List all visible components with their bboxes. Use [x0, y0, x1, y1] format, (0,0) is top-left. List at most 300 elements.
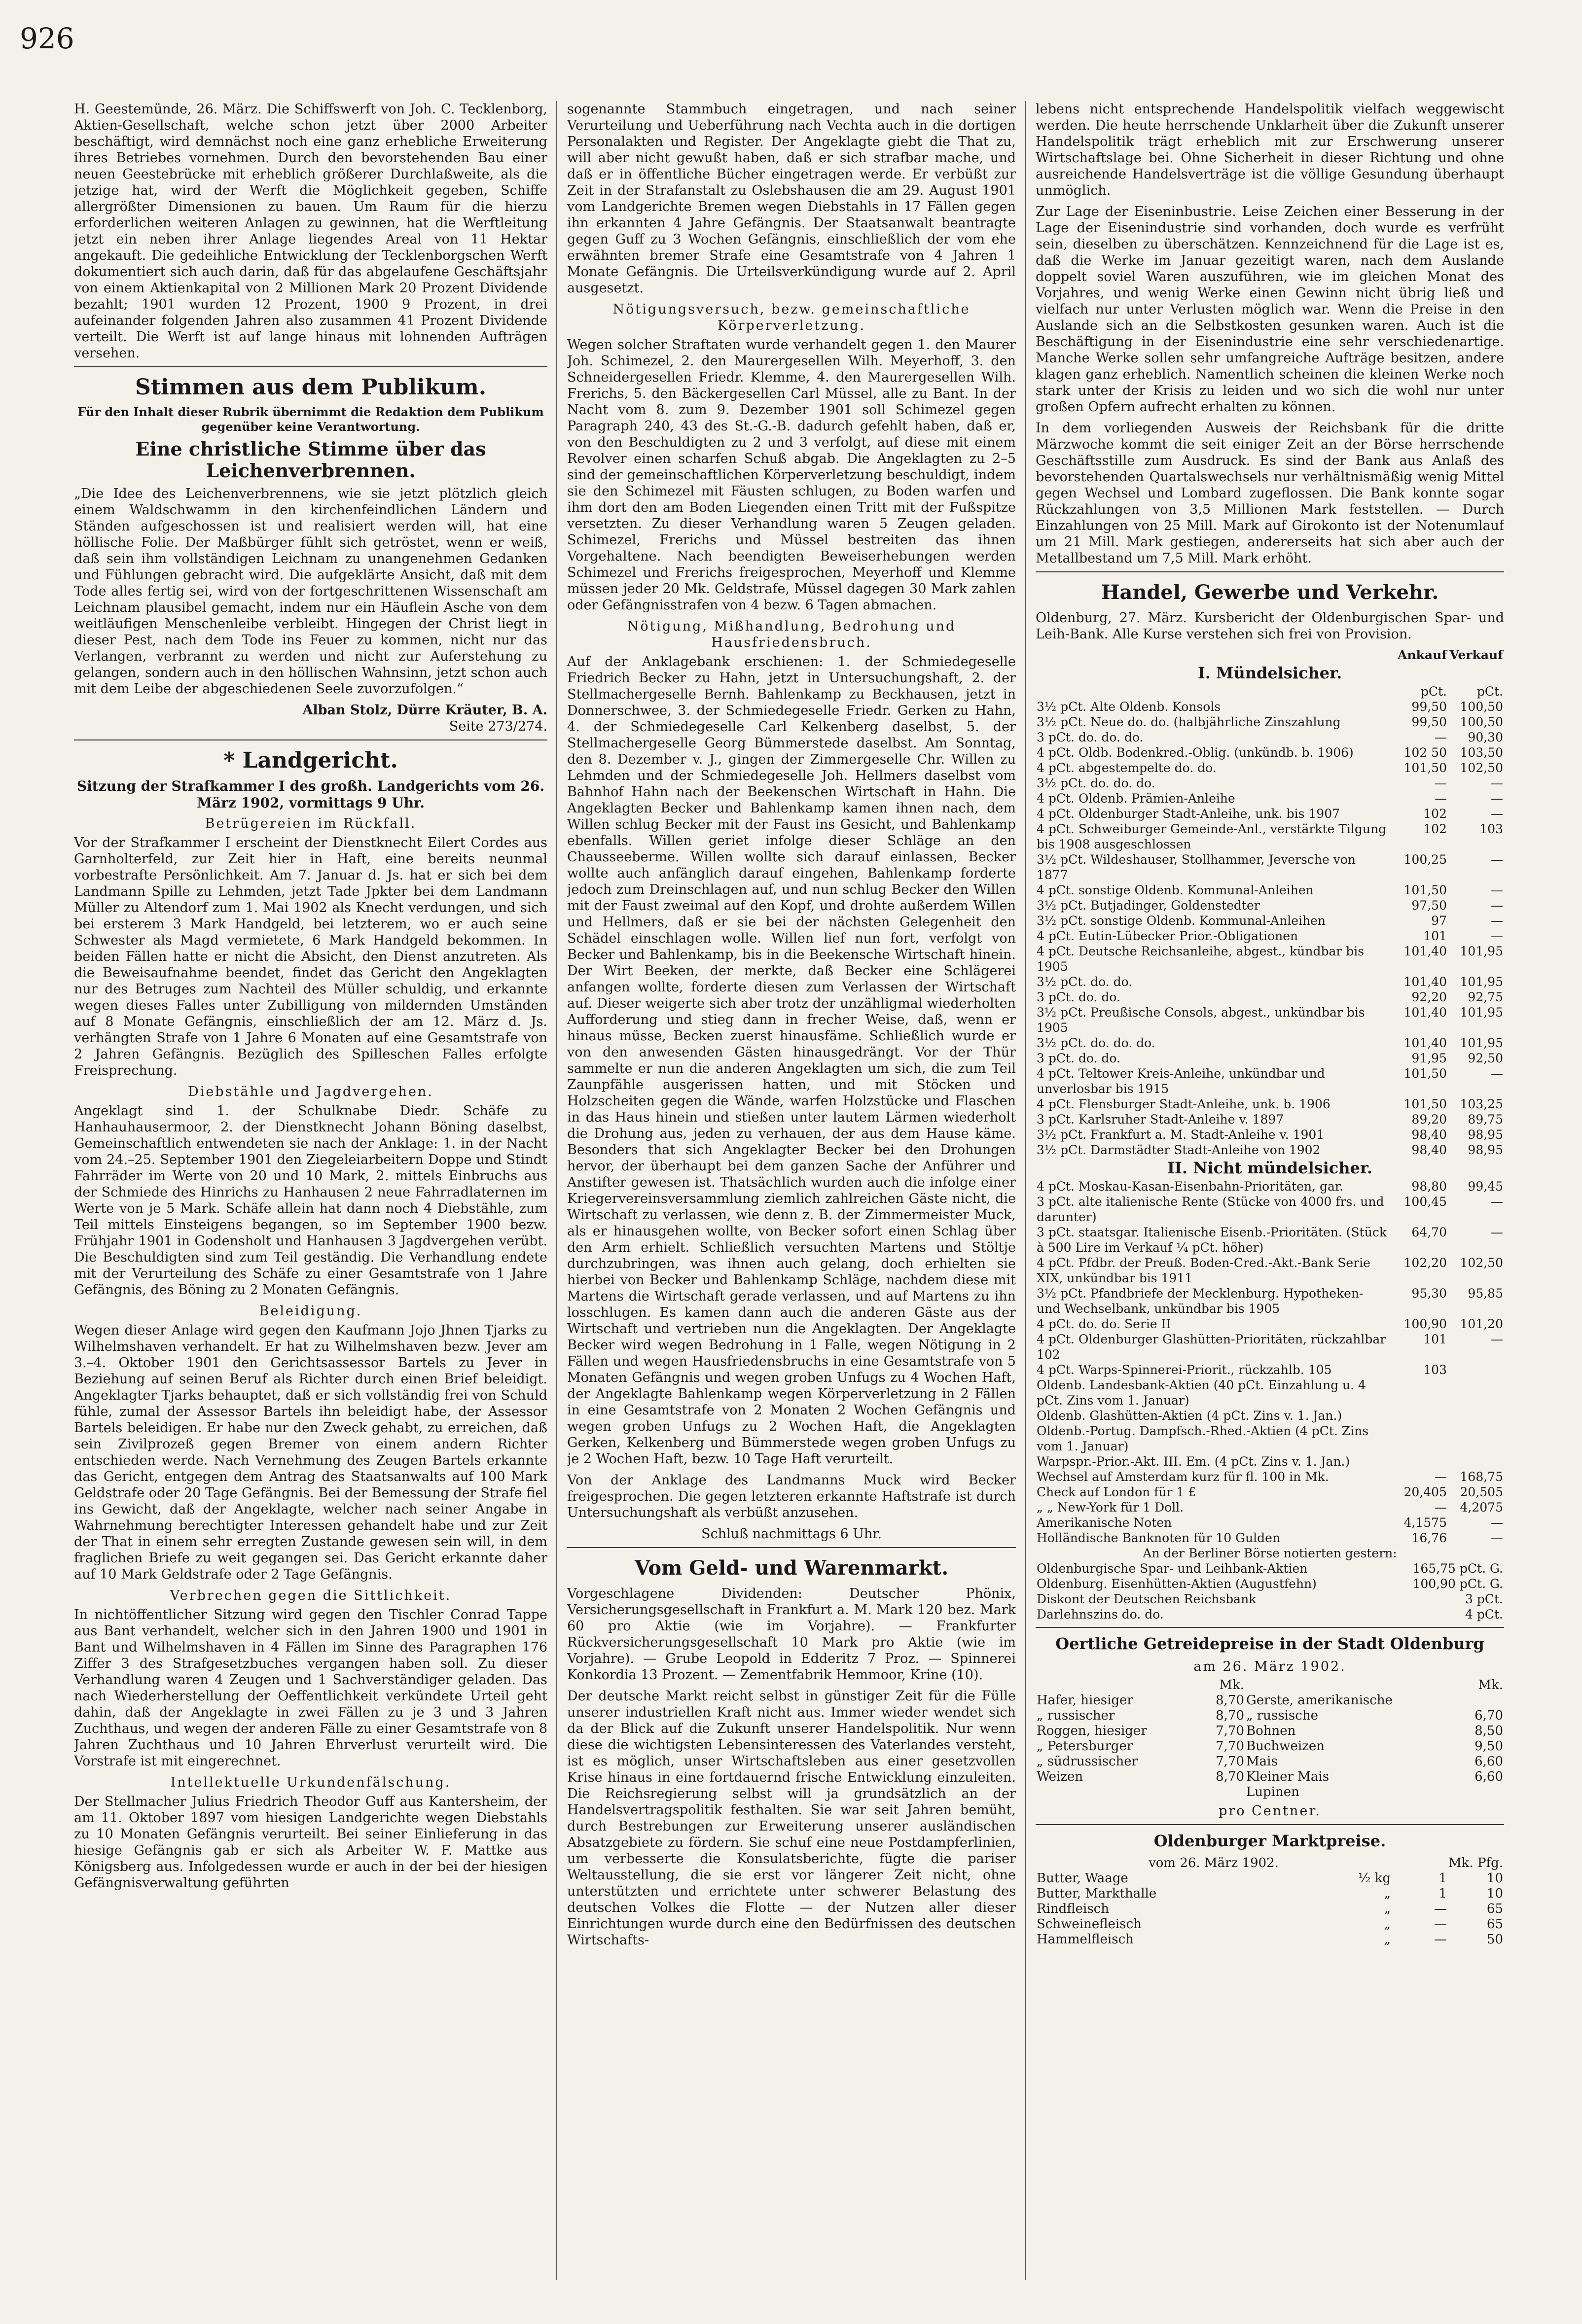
- table-row: [1036, 1005, 1504, 1035]
- rate-ankauf: 101,50: [1403, 1066, 1447, 1081]
- rates-section-heading: I. Mündelsicher.: [1197, 664, 1342, 682]
- rate-verkauf: 103: [1479, 822, 1503, 836]
- rate-ankauf: 91,95: [1411, 1051, 1447, 1065]
- grain-blank: [1036, 1678, 1189, 1693]
- grain-name: Mais: [1246, 1754, 1278, 1769]
- rate-ankauf: [1392, 1408, 1448, 1423]
- separator: [567, 1547, 1016, 1548]
- rate-name: Warpspr.-Prior.-Akt. III. Em. (4 pCt. Zins v. 1. Jan.): [1037, 1454, 1350, 1469]
- table-row: [1036, 989, 1504, 1005]
- header-ankauf: Ankauf: [1397, 648, 1447, 662]
- table-row: [1036, 1255, 1504, 1286]
- rate-name: 3 pCt. do. do.: [1037, 1051, 1120, 1065]
- market-mark: —: [1434, 1932, 1447, 1947]
- table-row: [1036, 1693, 1504, 1708]
- grain-prices-title: Oertliche Getreidepreise in der Stadt Oldenburg: [1055, 1634, 1484, 1653]
- rate-verkauf: 98,95: [1468, 1143, 1503, 1157]
- rate-verkauf: —: [1491, 1332, 1503, 1346]
- section-title-handel: Handel, Gewerbe und Verkehr.: [1101, 581, 1439, 604]
- rate-ankauf: 98,40: [1411, 1143, 1447, 1157]
- grain-price: 7,70: [1216, 1754, 1245, 1769]
- grain-name: Buchweizen: [1246, 1739, 1325, 1754]
- grain-name: „ russische: [1246, 1708, 1318, 1723]
- market-mark: —: [1434, 1901, 1447, 1916]
- rate-name: 4 pCt. Oldenburger Stadt-Anleihe, unk. bis 1907: [1037, 807, 1340, 821]
- grain-prices-table: [1036, 1678, 1504, 1800]
- rate-name: 4 pCt. Oldenburger Glashütten-Prioritäten, rückzahlbar 102: [1037, 1332, 1386, 1362]
- grain-price: [1448, 1785, 1504, 1800]
- table-header-row: [1036, 647, 1504, 663]
- rate-name: 4 pCt. Oldb. Bodenkred.-Oblig. (unkündb. b. 1906): [1037, 745, 1354, 760]
- rate-name: 3 pCt. Karlsruher Stadt-Anleihe v. 1897: [1037, 1112, 1284, 1127]
- rate-name: Oldenb. Glashütten-Aktien (4 pCt. Zins v. 1. Jan.): [1037, 1408, 1342, 1423]
- rate-name: 3½ pCt. Neue do. do. (halbjährliche Zinszahlung: [1037, 715, 1341, 729]
- table-row: [1036, 1724, 1504, 1739]
- rate-verkauf: —: [1491, 1195, 1503, 1209]
- rate-name: 3 pCt. staatsgar. Italienische Eisenb.-Prioritäten. (Stück à 500 Lire im Verkauf ¼ pCt. höher): [1037, 1225, 1387, 1255]
- market-pfennig: 10: [1486, 1871, 1503, 1886]
- rate-verkauf: —: [1491, 1515, 1503, 1530]
- table-row: [1036, 1591, 1504, 1607]
- rate-ankauf: 95,30: [1411, 1286, 1447, 1301]
- rate-ankauf: 16,76: [1411, 1531, 1447, 1545]
- article-signature-page: Seite 273/274.: [449, 719, 547, 734]
- rate-verkauf: 99,45: [1468, 1179, 1503, 1194]
- rate-name: 4 pCt. Flensburger Stadt-Anleihe, unk. b. 1906: [1037, 1097, 1330, 1111]
- grain-prices-unit: pro Centner.: [1219, 1803, 1321, 1819]
- rate-ankauf: 102,20: [1403, 1256, 1447, 1270]
- grain-name: „ südrussischer: [1037, 1754, 1138, 1769]
- grain-name: Hafer, hiesiger: [1037, 1693, 1133, 1708]
- rate-verkauf: 101,95: [1460, 944, 1503, 958]
- table-row: [1036, 1886, 1504, 1901]
- case-text: Von der Anklage des Landmanns Muck wird Becker freigesprochen. Die gegen letzteren erkannte Haftstrafe ist durch Untersuchungshaft als verbüßt anzusehen.: [567, 1473, 1016, 1520]
- section-title-landgericht: * Landgericht.: [223, 748, 398, 773]
- rate-name: „ „ New-York für 1 Doll.: [1037, 1500, 1184, 1514]
- table-row: [1036, 1932, 1504, 1947]
- market-mark: 1: [1438, 1886, 1447, 1901]
- rate-verkauf: 101,95: [1460, 1005, 1503, 1020]
- grain-name: Bohnen: [1246, 1724, 1296, 1738]
- table-row: [1036, 852, 1504, 882]
- case-text: Angeklagt sind 1. der Schulknabe Diedr. Schäfe zu Hanhauhausermoor, 2. der Dienstknecht Johann Böning daselbst, Gemeinschaftlich entwendeten sie nach der Anklage: 1. in der Nacht vom 24.–25. September 1901 den Ziegeleiarbeitern Doppe und Stindt Fahrräder im Werte von 20 und 10 Mark, 2. mittels Einbruchs aus der Schmiede des Hinrichs zu Hanhausen 2 neue Fahrradlaternen im Werte von je 5 Mark. Schäfe allein hat dann noch 4 Diebstähle, zum Teil mittels Einsteigens begangen, so im September 1900 bezw. Frühjahr 1901 in Godensholt und Hanhausen 3 Jagdvergehen verübt. Die Beschuldigten sind zum Teil geständig. Die Verhandlung endete mit der Verurteilung des Schäfe zu einer Gesamtstrafe von 1 Jahre Gefängnis, des Böning zu 2 Monaten Gefängnis.: [74, 1103, 547, 1298]
- table-row: [1036, 1194, 1504, 1225]
- grain-price: 6,70: [1474, 1708, 1503, 1723]
- berlin-name: Darlehnszins do. do.: [1037, 1607, 1164, 1621]
- berlin-value: 3 pCt.: [1465, 1592, 1503, 1606]
- market-text: Zur Lage der Eiseninbustrie. Leise Zeichen einer Besserung in der Lage der Eisenindustrie sind vorhanden, doch wurde es verfrüht sein, dieselben zu überschätzen. Kennzeichnend für die Lage ist es, daß die Werke im Januar gezeitigt waren, nach dem Auslande doppelt soviel Waren auszuführen, wie im gleichen Monat des Vorjahres, und wenig Werke einen Gewinn nicht übrig ließ und vielfach nur unter Verlusten möglich war. Wenn die Preise in den Auslande sich an die Selbstkosten gesunken waren. Auch ist die Beschäftigung in der Eisenindustrie eine sehr verschiedenartige. Manche Werke sollen sehr umfangreiche Aufträge besitzen, andere klagen ganz erheblich. Namentlich scheinen die kleinen Werke noch stark unter der Krisis zu leiden und wo sich die wohl nur unter großen Opfern aufrecht erhalten zu können.: [1036, 204, 1504, 415]
- rate-verkauf: —: [1491, 898, 1503, 913]
- table-row: [1036, 1469, 1504, 1484]
- rate-name: 4 pCt. Eutin-Lübecker Prior.-Obligationen: [1037, 929, 1298, 943]
- separator: [74, 739, 547, 740]
- rate-verkauf: 4,2075: [1460, 1500, 1503, 1514]
- table-row: [1036, 1871, 1504, 1886]
- rate-name: Holländische Banknoten für 10 Gulden: [1037, 1531, 1281, 1545]
- rate-ankauf: 101,50: [1403, 883, 1447, 897]
- rate-ankauf: 100,25: [1403, 852, 1447, 867]
- rate-name: 3½ pCt. do. do.: [1037, 975, 1133, 989]
- market-header-row: [1036, 1856, 1504, 1871]
- article-signature: Alban Stolz, Dürre Kräuter, B. A.: [302, 703, 547, 718]
- column-1: [74, 101, 547, 2280]
- table-row: [1036, 1332, 1504, 1362]
- table-row: [1036, 1785, 1504, 1800]
- rate-verkauf: 20,505: [1460, 1485, 1503, 1499]
- table-row: [1036, 1035, 1504, 1051]
- grain-blank: [1245, 1678, 1448, 1693]
- grain-price: 6,60: [1474, 1754, 1503, 1769]
- market-pfennig: 10: [1486, 1886, 1503, 1901]
- rate-name: 4 pCt. Teltower Kreis-Anleihe, unkündbar und unverlosbar bis 1915: [1037, 1066, 1325, 1096]
- market-text: lebens nicht entsprechende Handelspolitik vielfach weggewischt werden. Die heute herrschende Unklarheit über die Zukunft unserer Handelspolitik trägt erheblich mit zur Erschwerung unserer Wirtschaftslage bei. Ohne Sicherheit in dieser Richtung und ohne ausreichende Handelsverträge ist die völlige Gesundung überhaupt unmöglich.: [1036, 102, 1504, 198]
- rate-name: 4 pCt. Deutsche Reichsanleihe, abgest., kündbar bis 1905: [1037, 944, 1365, 974]
- market-pfennig: 50: [1486, 1932, 1503, 1947]
- grain-name: Lupinen: [1246, 1785, 1299, 1799]
- market-unit: „: [1384, 1901, 1391, 1916]
- column-2: [567, 101, 1016, 2280]
- market-pfennig: 65: [1486, 1917, 1503, 1932]
- rate-verkauf: 102,50: [1460, 1256, 1503, 1270]
- grain-price: [1189, 1785, 1245, 1800]
- market-unit: „: [1384, 1932, 1391, 1947]
- rate-verkauf: 101,95: [1460, 975, 1503, 989]
- rate-ankauf: 103: [1423, 1363, 1447, 1377]
- market-item: Butter, Waage: [1037, 1871, 1128, 1886]
- table-row: [1036, 791, 1504, 806]
- case-heading: Verbrechen gegen die Sittlichkeit.: [170, 1588, 452, 1603]
- table-row: [1036, 1500, 1504, 1515]
- separator: [1036, 571, 1504, 572]
- grain-name: Weizen: [1037, 1769, 1083, 1784]
- session-close: Schluß nachmittags 6 Uhr.: [701, 1526, 882, 1542]
- table-row: [1036, 944, 1504, 974]
- market-unit: ½ kg: [1358, 1871, 1391, 1886]
- market-text: In dem vorliegenden Ausweis der Reichsbank für die dritte Märzwoche kommt die seit einiger Zeit an der Börse herrschende Geschäftsstille zum Ausdruck. Es sind der Bank aus Anlaß des bevorstehenden Quartalswechsels nur verhältnismäßig wenig Mittel gegen Wechsel und Lombard zugeflossen. Die Bank konnte sogar Rückzahlungen von 3,5 Millionen Mark feststellen. — Durch Einzahlungen von 25 Mill. Mark auf Girokonto ist der Notenumlauf um 21 Mill. Mark gestiegen, andererseits hat sich aber auch der Metallbestand um 7,5 Mill. Mark erhöht.: [1036, 421, 1504, 566]
- rate-ankauf: 89,20: [1411, 1112, 1447, 1127]
- rate-ankauf: 97: [1431, 914, 1447, 928]
- table-row: [1036, 928, 1504, 944]
- grain-name: Kleiner Mais: [1246, 1769, 1330, 1784]
- rate-name: 3½ pCt. Pfandbriefe der Mecklenburg. Hypotheken- und Wechselbank, unkündbar bis 1905: [1037, 1286, 1364, 1316]
- separator: [74, 366, 547, 367]
- rate-verkauf: 168,75: [1460, 1470, 1503, 1484]
- table-row: [1036, 1576, 1504, 1591]
- market-prices-units: Mk. Pfg.: [1448, 1856, 1503, 1870]
- rate-ankauf: 97,50: [1411, 898, 1447, 913]
- market-mark: —: [1434, 1917, 1447, 1932]
- table-row: [1036, 775, 1504, 791]
- rate-verkauf: [1448, 1408, 1504, 1423]
- rate-ankauf: 101,40: [1403, 975, 1447, 989]
- rate-ankauf: [1392, 1377, 1448, 1408]
- grain-price: 9,50: [1474, 1739, 1503, 1754]
- rate-name: 3½ pCt. do. do. do.: [1037, 1036, 1155, 1050]
- market-prices-title: Oldenburger Marktpreise.: [1153, 1831, 1386, 1850]
- table-row: [1036, 760, 1504, 775]
- grain-price: 7,70: [1216, 1724, 1245, 1738]
- rate-name: Oldenb.-Portug. Dampfsch.-Rhed.-Aktien (4 pCt. Zins vom 1. Januar): [1037, 1424, 1369, 1453]
- table-row: [1036, 1142, 1504, 1158]
- rate-name: Amerikanische Noten: [1037, 1515, 1172, 1530]
- case-text: sogenannte Stammbuch eingetragen, und nach seiner Verurteilung und Ueberführung nach Vechta auch in die dortigen Personalakten und Register. Der Angeklagte giebt die That zu, will aber nicht gewußt haben, daß er sich strafbar mache, und daß er in öffentliche Bücher eingetragen werde. Er verbüßt zur Zeit in der Strafanstalt zu Oslebshausen die am 29. August 1901 vom Landgerichte Bremen wegen Diebstahls in 17 Fällen gegen ihn erkannten 4 Jahre Gefängnis. Der Staatsanwalt beantragte gegen Guff zu 3 Wochen Gefängnis, einschließlich der vom ehe erwähnten bremer Strafe eine Gesamtstrafe von 4 Jahren 1 Monate Gefängnis. Die Urteilsverkündigung wurde auf 2. April ausgesetzt.: [567, 102, 1016, 296]
- rate-ankauf: 100,45: [1403, 1195, 1447, 1209]
- rate-ankauf: [1392, 1423, 1448, 1454]
- grain-name: Roggen, hiesiger: [1037, 1724, 1147, 1738]
- grain-unit: Mk.: [1478, 1678, 1503, 1692]
- rate-verkauf: 100,50: [1460, 700, 1503, 714]
- rate-verkauf: 101,20: [1460, 1317, 1503, 1331]
- rate-name: 3½ pCt. Wildeshauser, Stollhammer, Jeversche von 1877: [1037, 852, 1356, 882]
- table-row: [1036, 1607, 1504, 1622]
- table-row: [1036, 1769, 1504, 1785]
- table-row: [1036, 1917, 1504, 1932]
- rate-ankauf: —: [1435, 776, 1447, 790]
- table-row: [1036, 806, 1504, 821]
- table-row: [1036, 1739, 1504, 1754]
- table-row: [1036, 1316, 1504, 1332]
- rate-name: 3 pCt. do. do. do.: [1037, 730, 1144, 744]
- rate-verkauf: —: [1491, 914, 1503, 928]
- market-text: Vorgeschlagene Dividenden: Deutscher Phönix, Versicherungsgesellschaft in Frankfurt a. M. Mark 120 bez. Mark 60 pro Aktie (wie im Vorjahre). — Frankfurter Rückversicherungsgesellschaft 10 Mark pro Aktie (wie im Vorjahre). — Grube Leopold in Edderitz 7 Proz. — Spinnerei Konkordia 13 Prozent. — Zementfabrik Hemmoor, Krine (10).: [567, 1586, 1016, 1683]
- case-heading: Betrügereien im Rückfall.: [205, 816, 417, 831]
- rate-verkauf: [1448, 1454, 1504, 1469]
- market-text: Der deutsche Markt reicht selbst in günstiger Zeit für die Fülle unserer industriellen Kraft nicht aus. Immer wieder wendet sich da der Blick auf die Zukunft unserer Handelspolitik. Nur wenn diese die wichtigsten Lebensinteressen des Vaterlandes versteht, ist es möglich, unser Wirtschaftsleben aus einer gesetzvollen Krise hinaus in eine fortdauernd frische Entwicklung einzuleiten. Die Reichsregierung selbst will ja grundsätzlich an der Handelsvertragspolitik festhalten. Sie war seit Jahren bemüht, durch Bestrebungen zur Erweiterung unserer ausländischen Absatzgebiete zu fördern. Sie schuf eine neue Postdampferlinien, um verbesserte die Konsulatsberichte, fügte die pariser Weltausstellung, die sie erst vor längerer Zeit nicht, ohne unterstützten und errichtete unter schwerer Belastung des deutschen Volkes die Flotte — der Nutzen aller dieser Einrichtungen wurde durch eine den Bedürfnissen des deutschen Wirtschafts-: [567, 1689, 1016, 1948]
- market-item: Hammelfleisch: [1037, 1932, 1134, 1947]
- rate-name: 4 pCt. abgestempelte do. do.: [1037, 761, 1217, 775]
- case-heading: Intellektuelle Urkundenfälschung.: [170, 1775, 451, 1790]
- grain-name: [1036, 1785, 1189, 1800]
- rate-name: 4 pCt. Moskau-Kasan-Eisenbahn-Prioritäten, gar.: [1037, 1179, 1344, 1194]
- table-row: [1036, 1096, 1504, 1112]
- rate-name: 3½ pCt. do. do. do.: [1037, 776, 1155, 790]
- rate-ankauf: 100,90: [1403, 1317, 1447, 1331]
- case-text: Wegen dieser Anlage wird gegen den Kaufmann Jojo Jhnen Tjarks zu Wilhelmshaven verhandelt. Er hat zu Wilhelmshaven bezw. Jever am 3.–4. Oktober 1901 den Gerichtsassessor Bartels zu Jever in Beziehung auf seinen Beruf als Richter durch einen Brief beleidigt. Angeklagter Tjarks behauptet, daß er sich vollständig frei von Schuld fühle, zumal der Assessor Bartels ihn beleidigt habe, der Assessor Bartels beleidigen. Er habe nur den Zweck gehabt, zu erreichen, daß sein Zivilprozeß gegen Bremer von einem andern Richter entschieden werde. Nach Vernehmung des Zeugen Bartels erkannte das Gericht, entgegen dem Antrag des Staatsanwalts auf 100 Mark Geldstrafe oder 20 Tage Gefängnis. Bei der Bemessung der Strafe fiel ins Gewicht, daß der Angeklagte, welcher nach seiner Angabe in Wahrnehmung berechtigter Interessen gehandelt habe und zur Zeit der That in einem sehr erregten Zustande gewesen sein will, in dem fraglichen Briefe zu weit gegangen sei. Das Gericht erkannte daher auf 10 Mark Geldstrafe oder 2 Tage Gefängnis.: [74, 1323, 547, 1582]
- rate-ankauf: 101: [1423, 1332, 1447, 1346]
- berlin-value: 165,75 pCt. G.: [1412, 1561, 1503, 1576]
- rate-name: 4 pCt. do. do. Serie II: [1037, 1317, 1171, 1331]
- rate-verkauf: [1448, 1362, 1504, 1377]
- rate-verkauf: —: [1491, 929, 1503, 943]
- rate-verkauf: 89,75: [1468, 1112, 1503, 1127]
- grain-price: [1448, 1693, 1504, 1708]
- rate-verkauf: —: [1491, 776, 1503, 790]
- table-row: [1036, 974, 1504, 989]
- table-row: [1036, 1377, 1504, 1408]
- table-row: [1036, 1066, 1504, 1096]
- table-section-row: [1036, 663, 1504, 684]
- grain-prices-date: am 26. März 1902.: [1193, 1659, 1346, 1674]
- rate-verkauf: —: [1491, 1225, 1503, 1239]
- rate-ankauf: 101: [1423, 929, 1447, 943]
- column-rule-1: [556, 101, 557, 2280]
- unit-blank: [1036, 684, 1392, 699]
- rate-verkauf: 101,95: [1460, 1036, 1503, 1050]
- table-row: [1036, 1754, 1504, 1769]
- rate-ankauf: 92,20: [1411, 990, 1447, 1004]
- case-text: Der Stellmacher Julius Friedrich Theodor Guff aus Kantersheim, der am 11. Oktober 1897 vom hiesigen Landgerichte wegen Diebstahls zu 10 Monaten Gefängnis verurteilt. Bei seiner Einlieferung in das hiesige Gefängnis gab er sich als Arbeiter W. F. Mattke aus Königsberg aus. Infolgedessen wurde er auch in der bei der hiesigen Gefängnisverwaltung geführten: [74, 1794, 547, 1891]
- header-verkauf: Verkauf: [1449, 648, 1503, 662]
- case-text: Wegen solcher Straftaten wurde verhandelt gegen 1. den Maurer Joh. Schimezel, 2. den Maurergesellen Wilh. Meyerhoff, 3. den Schneidergesellen Friedr. Klemme, 4. den Maurergesellen Wilh. Frerichs, 5. den Bäckergesellen Carl Müssel, alle zu Bant. In der Nacht vom 8. zum 9. Dezember 1901 soll Schimezel gegen Paragraph 240, 43 des St.-G.-B. dadurch gefehlt haben, daß er, von den Beschuldigten zu 2 und 3 verfolgt, auf diese mit einem Revolver einen scharfen Schuß abgab. Die Angeklagten zu 2–5 sind der gemeinschaftlichen Körperverletzung beschuldigt, indem sie den Schimezel mit Fäusten schlugen, zu Boden warfen und ihm dort den am Boden Liegenden einen Tritt mit der Fußspitze versetzten. Zu dieser Verhandlung waren 5 Zeugen geladen. Schimezel, Frerichs und Müssel bestreiten das ihnen Vorgehaltene. Nach beendigten Beweiserhebungen werden Schimezel und Frerichs freigesprochen, Meyerhoff und Klemme müssen jeder 20 Mk. Geldstrafe, Müssel dagegen 30 Mark zahlen oder Gefängnisstrafen von 4 bezw. 6 Tagen abmachen.: [567, 337, 1016, 613]
- table-row: [1036, 821, 1504, 852]
- rate-verkauf: 103,50: [1460, 745, 1503, 760]
- rate-name: 4 pCt. Warps-Spinnerei-Priorit., rückzahlb. 105: [1037, 1363, 1332, 1377]
- table-row: [1036, 699, 1504, 714]
- market-unit: „: [1384, 1917, 1391, 1932]
- grain-price: 8,70: [1216, 1708, 1245, 1723]
- grain-price: 8,70: [1216, 1693, 1245, 1708]
- market-prices-table: [1036, 1856, 1504, 1947]
- grain-price: 6,60: [1474, 1769, 1503, 1784]
- table-row: [1036, 730, 1504, 745]
- rate-verkauf: 92,50: [1468, 1051, 1503, 1065]
- case-heading: Beleidigung.: [259, 1303, 362, 1319]
- market-item: Schweinefleisch: [1037, 1917, 1142, 1932]
- berlin-name: Oldenburgische Spar- und Leihbank-Aktien: [1037, 1561, 1308, 1576]
- market-prices-date: vom 26. März 1902.: [1149, 1856, 1279, 1870]
- rate-name: 4 pCt. sonstige Oldenb. Kommunal-Anleihen: [1037, 883, 1314, 897]
- table-row: [1036, 882, 1504, 898]
- rate-verkauf: 103,25: [1460, 1097, 1503, 1111]
- table-row: [1036, 1051, 1504, 1066]
- market-item: Butter, Markthalle: [1037, 1886, 1157, 1901]
- berlin-name: Diskont der Deutschen Reichsbank: [1037, 1592, 1257, 1606]
- rates-table: [1036, 647, 1504, 1622]
- table-row: [1036, 1515, 1504, 1530]
- rate-verkauf: 90,30: [1468, 730, 1503, 744]
- rate-name: 4 pCt. Schweiburger Gemeinde-Anl., verstärkte Tilgung bis 1908 ausgeschlossen: [1037, 822, 1387, 851]
- rate-verkauf: 100,50: [1460, 715, 1503, 729]
- rate-verkauf: 98,95: [1468, 1127, 1503, 1142]
- table-row: [1036, 1286, 1504, 1316]
- page-number: 926: [20, 22, 74, 55]
- rate-ankauf: 4,1575: [1403, 1515, 1447, 1530]
- article-title-leichenverbrennen: Eine christliche Stimme über das Leichenverbrennen.: [135, 438, 486, 482]
- rate-ankauf: 102: [1423, 807, 1447, 821]
- table-unit-row: [1036, 684, 1504, 699]
- market-mark: 1: [1438, 1871, 1447, 1886]
- rate-ankauf: —: [1435, 791, 1447, 806]
- column-3: [1036, 101, 1504, 2280]
- section-note: Für den Inhalt dieser Rubrik übernimmt die Redaktion dem Publikum gegenüber keine Verantwortung.: [77, 405, 544, 434]
- rate-verkauf: —: [1491, 852, 1503, 867]
- berlin-value: 100,90 pCt. G.: [1412, 1577, 1503, 1591]
- separator: [1036, 1824, 1504, 1825]
- table-row: [1036, 898, 1504, 913]
- rate-ankauf: 101,50: [1403, 1097, 1447, 1111]
- rate-name: Check auf London für 1 £: [1037, 1485, 1196, 1499]
- rate-name: 4 pCt. Oldenb. Prämien-Anleihe: [1037, 791, 1235, 806]
- section-title-stimmen: Stimmen aus dem Publikum.: [135, 375, 487, 400]
- market-unit: „: [1384, 1886, 1391, 1901]
- rates-intro: Oldenburg, 27. März. Kursbericht der Oldenburgischen Spar- und Leih-Bank. Alle Kurse verstehen sich frei von Provision.: [1036, 610, 1504, 642]
- table-row: [1036, 1362, 1504, 1377]
- rate-ankauf: 64,70: [1411, 1225, 1447, 1239]
- table-row: [1036, 745, 1504, 760]
- table-row: [1036, 1408, 1504, 1423]
- table-row: [1036, 1901, 1504, 1917]
- grain-name: Gerste, amerikanische: [1246, 1693, 1393, 1708]
- rate-name: 3½ pCt. Preußische Consols, abgest., unkündbar bis 1905: [1037, 1005, 1365, 1035]
- rate-verkauf: —: [1491, 1531, 1503, 1545]
- rate-ankauf: 101,40: [1403, 1036, 1447, 1050]
- rate-ankauf: 99,50: [1411, 700, 1447, 714]
- berlin-name: Oldenburg. Eisenhütten-Aktien (Augustfehn): [1037, 1577, 1317, 1591]
- rate-verkauf: [1448, 1377, 1504, 1408]
- table-row: [1036, 1484, 1504, 1500]
- table-row: [1036, 1530, 1504, 1546]
- rate-ankauf: —: [1435, 1500, 1447, 1514]
- table-row: [1036, 1112, 1504, 1127]
- rate-verkauf: —: [1491, 883, 1503, 897]
- case-heading: Diebstähle und Jagdvergehen.: [188, 1084, 433, 1099]
- market-item: Rindfleisch: [1037, 1901, 1109, 1916]
- rate-ankauf: 102 50: [1403, 745, 1447, 760]
- rates-section-heading: II. Nicht mündelsicher.: [1167, 1159, 1372, 1177]
- header-blank: [1036, 647, 1392, 663]
- table-row: [1036, 1127, 1504, 1142]
- rate-name: 3 pCt. do. do.: [1037, 990, 1120, 1004]
- rate-name: 3½ pCt. Frankfurt a. M. Stadt-Anleihe v. 1901: [1037, 1127, 1325, 1142]
- rate-name: 3½ pCt. Alte Oldenb. Konsols: [1037, 700, 1221, 714]
- rate-ankauf: 102: [1423, 822, 1447, 836]
- column-rule-2: [1025, 101, 1026, 2280]
- case-text: Vor der Strafkammer I erscheint der Dienstknecht Eilert Cordes aus Garnholterfeld, zur Zeit hier in Haft, eine bereits neunmal vorbestrafte Persönlichkeit. Am 7. Januar d. Js. hat er sich bei dem Landmann Spille zu Lehmden, jetzt Tade Jpkter bei dem Landmann Müller zu Altendorf zum 1. Mai 1902 als Knecht verdungen, und sich bei ersterem 3 Mark Handgeld, bei letzterem, wo er auch seine Schwester als Magd vermietete, 6 Mark Handgeld bekommen. In beiden Fällen hatte er nicht die Absicht, den Dienst anzutreten. Als die Beweisaufnahme beendet, findet das Gericht den Angeklagten nur des Betruges zum Nachteil des Müller schuldig, und erkannte wegen dieses Falles unter Zubilligung von mildernden Umständen auf 8 Monate Gefängnis, einschließlich der am 12. März d. Js. verhängten Strafe von 1 Jahre 6 Monaten auf eine Gesamtstrafe von 2 Jahren Gefängnis. Bezüglich des Spilleschen Falles erfolgte Freisprechung.: [74, 835, 547, 1078]
- court-session-heading: Sitzung der Strafkammer I des großh. Landgerichts vom 26. März 1902, vormittags 9 Uhr.: [76, 778, 545, 811]
- rate-ankauf: 101,40: [1403, 944, 1447, 958]
- unit-label: pCt.: [1476, 684, 1503, 699]
- rate-ankauf: 99,50: [1411, 715, 1447, 729]
- table-section-row: [1036, 1158, 1504, 1179]
- grain-name: „ russischer: [1037, 1708, 1115, 1723]
- table-row: [1036, 913, 1504, 928]
- table-row: [1036, 1423, 1504, 1454]
- table-row: [1036, 714, 1504, 730]
- grain-price: 8,70: [1216, 1769, 1245, 1784]
- unit-label: pCt.: [1420, 684, 1447, 699]
- grain-header-row: [1036, 1678, 1504, 1693]
- grain-name: „ Petersburger: [1037, 1739, 1133, 1754]
- rate-name: Wechsel auf Amsterdam kurz für fl. 100 in Mk.: [1037, 1470, 1329, 1484]
- rate-verkauf: —: [1491, 791, 1503, 806]
- market-pfennig: 65: [1486, 1901, 1503, 1916]
- section-title-geldmarkt: Vom Geld- und Warenmarkt.: [634, 1556, 949, 1580]
- table-section-row: [1036, 1546, 1504, 1561]
- rate-verkauf: [1448, 1423, 1504, 1454]
- case-heading: Nötigung, Mißhandlung, Bedrohung und Hausfriedensbruch.: [627, 619, 956, 650]
- case-heading: Nötigungsversuch, bezw. gemeinschaftliche Körperverletzung.: [612, 302, 971, 333]
- grain-price: 7,70: [1216, 1739, 1245, 1754]
- article-geestemuende: H. Geestemünde, 26. März. Die Schiffswerft von Joh. C. Tecklenborg, Aktien-Gesellschaft, welche schon jetzt über 2000 Arbeiter beschäftigt, wird demnächst noch eine ganz erhebliche Erweiterung ihres Betriebes vornehmen. Durch den bevorstehenden Bau einer neuen Geestebrücke mit erheblich größerer Durchlaßweite, als die jetzige hat, wird der Werft die Möglichkeit gegeben, Schiffe allergrößter Dimensionen zu bauen. Um Raum für die hierzu erforderlichen weiteren Anlagen zu gewinnen, hat die Werftleitung jetzt ein neben ihrer Anlage liegendes Areal von 11 Hektar angekauft. Die gedeihliche Entwicklung der Tecklenborgschen Werft dokumentiert sich auch darin, daß für das abgelaufene Geschäftsjahr von einem Aktienkapital von 2 Millionen Mark 20 Prozent Dividende bezahlt; 1901 wurden 12 Prozent, 1900 9 Prozent, in drei aufeinander folgenden Jahren also zusammen 41 Prozent Dividende verteilt. Die Werft ist auf lange hinaus mit lohnenden Aufträgen versehen.: [74, 102, 547, 361]
- table-row: [1036, 1179, 1504, 1194]
- rate-ankauf: —: [1435, 1470, 1447, 1484]
- rate-ankauf: 20,405: [1403, 1485, 1447, 1499]
- case-text: Auf der Anklagebank erschienen: 1. der Schmiedegeselle Friedrich Becker zu Hahn, jetzt in Untersuchungshaft, 2. der Stellmachergeselle Bernh. Bahlenkamp zu Beckhausen, jetzt in Donnerschwee, 3. der Schmiedegeselle Friedr. Gerken zu Hahn, 4. der Schmiedegeselle Carl Kelkenberg daselbst, 5. der Stellmachergeselle Georg Bümmerstede daselbst. Am Sonntag, den 8. Dezember v. J., gingen der Zimmergeselle Chr. Willen zu Lehmden und der Schmiedegeselle Joh. Hellmers daselbst vom Bahnhof Hahn nach der Beekenschen Wirtschaft in Hahn. Die Angeklagten Becker und Bahlenkamp kamen ihnen nach, dem Willen schlug Becker mit der Faust ins Gesicht, und Bahlenkamp ebenfalls. Willen geriet infolge dieser Schläge an den Chausseeberme. Willen wollte sich darauf einlassen, Becker wollte auch anfänglich darauf eingehen, Bahlenkamp forderte jedoch zum Dreinschlagen auf, und nun schlug Becker den Willen mit der Faust zweimal auf den Kopf, und drohte außerdem Willen und Hellmers, daß er sie bei der nächsten Gelegenheit den Schädel einschlagen wolle. Willen lief nun fort, verfolgt von Becker und Bahlenkamp, bis in die Beekensche Wirtschaft hinein. Der Wirt Beeken, der merkte, daß Becker eine Schlägerei anfangen wollte, forderte diesen zum Verlassen der Wirtschaft auf. Dieser weigerte sich aber trotz der unzähligmal wiederholten Aufforderung und stieg dann in frecher Weise, daß, wenn er hinaus müsse, Becken zuerst hinausfäme. Schließlich wurde er von den anwesenden Gästen hinausgedrängt. Vor der Thür sammelte er nun die anderen Angeklagten um sich, die zum Teil Zaunpfähle ausgerissen hatten, und mit Stöcken und Holzscheiten gegen die Wände, warfen Holzstücke und Flaschen in das Haus hinein und stießen unter lautem Lärmen wiederholt die Drohung aus, jeden zu verhauen, der aus dem Hause käme. Besonders that sich Angeklagter Becker bei den Drohungen hervor, der überhaupt bei dem ganzen Sache der Anführer und Anstifter gewesen ist. Thatsächlich wurden auch die infolge einer Kriegervereinsversammlung ziemlich zahlreichen Gäste nicht, die Wirtschaft zu verlassen, wie denn z. B. der Zimmermeister Muck, als er hinausgehen wollte, von Becker sofort einen Schlag über den Arm erhielt. Schließlich versuchten Martens und Stöltje durchzubringen, was ihnen auch gelang, doch erhielten sie hierbei von Becker und Bahlenkamp Schläge, nachdem diese mit Martens die Wirtschaft gerade verlassen, und auf Martens zu ihn losschlugen. Es kamen dann auch die anderen Gäste aus der Wirtschaft und vertrieben nun die Angeklagten. Der Angeklagte Becker wird wegen Bedrohung in 1 Falle, wegen Nötigung in 2 Fällen und wegen Hausfriedensbruchs in eine Gesamtstrafe von 5 Monaten Gefängnis und wegen groben Unfugs zu 4 Wochen Haft, der Angeklagte Bahlenkamp wegen Körperverletzung in 2 Fällen in eine Gesamtstrafe von 2 Monaten 2 Wochen Gefängnis und wegen groben Unfugs zu 2 Wochen Haft, die Angeklagten Gerken, Kelkenberg und Bümmerstede wegen groben Unfugs zu je 2 Wochen Haft, bezw. 10 Tage Haft verurteilt.: [567, 654, 1016, 1467]
- rate-verkauf: 92,75: [1468, 990, 1503, 1004]
- rate-name: Oldenb. Landesbank-Aktien (40 pCt. Einzahlung u. 4 pCt. Zins vom 1. Januar): [1037, 1378, 1366, 1408]
- table-row: [1036, 1708, 1504, 1724]
- rate-ankauf: 101,50: [1403, 761, 1447, 775]
- case-text: In nichtöffentlicher Sitzung wird gegen den Tischler Conrad Tappe aus Bant verhandelt, welcher sich in den Jahren 1900 und 1901 in Bant und Wilhelmshaven in 4 Fällen im Sinne des Paragraphen 176 Ziffer 3 des Strafgesetzbuches vergangen haben soll. Zu dieser Verhandlung waren 4 Zeugen und 1 Sachverständiger geladen. Das nach Wiederherstellung der Oeffentlichkeit verkündete Urteil geht dahin, daß der Angeklagte in zwei Fällen zu je 3 und 3 Jahren Zuchthaus, und wegen der anderen Fälle zu einer Gesamtstrafe von 8 Jahren Zuchthaus und 10 Jahren Ehrverlust verurteilt wird. Die Vorstrafe ist mit eingerechnet.: [74, 1607, 547, 1769]
- berlin-heading: An der Berliner Börse notierten gestern:: [1143, 1546, 1397, 1560]
- rate-verkauf: 102,50: [1460, 761, 1503, 775]
- separator: [1036, 1627, 1504, 1628]
- rate-verkauf: —: [1491, 807, 1503, 821]
- rate-verkauf: 95,85: [1468, 1286, 1503, 1301]
- article-text-leichenverbrennen: „Die Idee des Leichenverbrennens, wie sie jetzt plötzlich gleich einem Waldschwamm in den kirchenfeindlichen Ländern und Ständen aufgeschossen ist und realisiert werden will, hat eine höllische Folie. Der Maßbürger fühlt sich getröstet, wenn er weiß, daß sein ihm vollständigen Leichnam zu unangenehmen Gedanken und Fühlungen gebracht wird. Die aufgeklärte Ansicht, daß mit dem Tode alles fertig sei, wird von der fortgeschrittenen Wissenschaft am Leichnam plausibel gemacht, indem nur ein Häuflein Asche von dem weitläufigen Menschenleibe verbleibt. Hingegen der Christ liegt in dieser Pest, nach dem Tode ins Feuer zu kommen, nicht nur das Verlangen, verbrannt zu werden und nicht zur Auferstehung zu gelangen, sondern auch in den höllischen Wahnsinn, jetzt schon auch mit dem Leibe der abgeschiedenen Seele zuvorzufolgen.“: [74, 486, 547, 697]
- rate-ankauf: 98,80: [1411, 1179, 1447, 1194]
- rate-verkauf: —: [1491, 1066, 1503, 1081]
